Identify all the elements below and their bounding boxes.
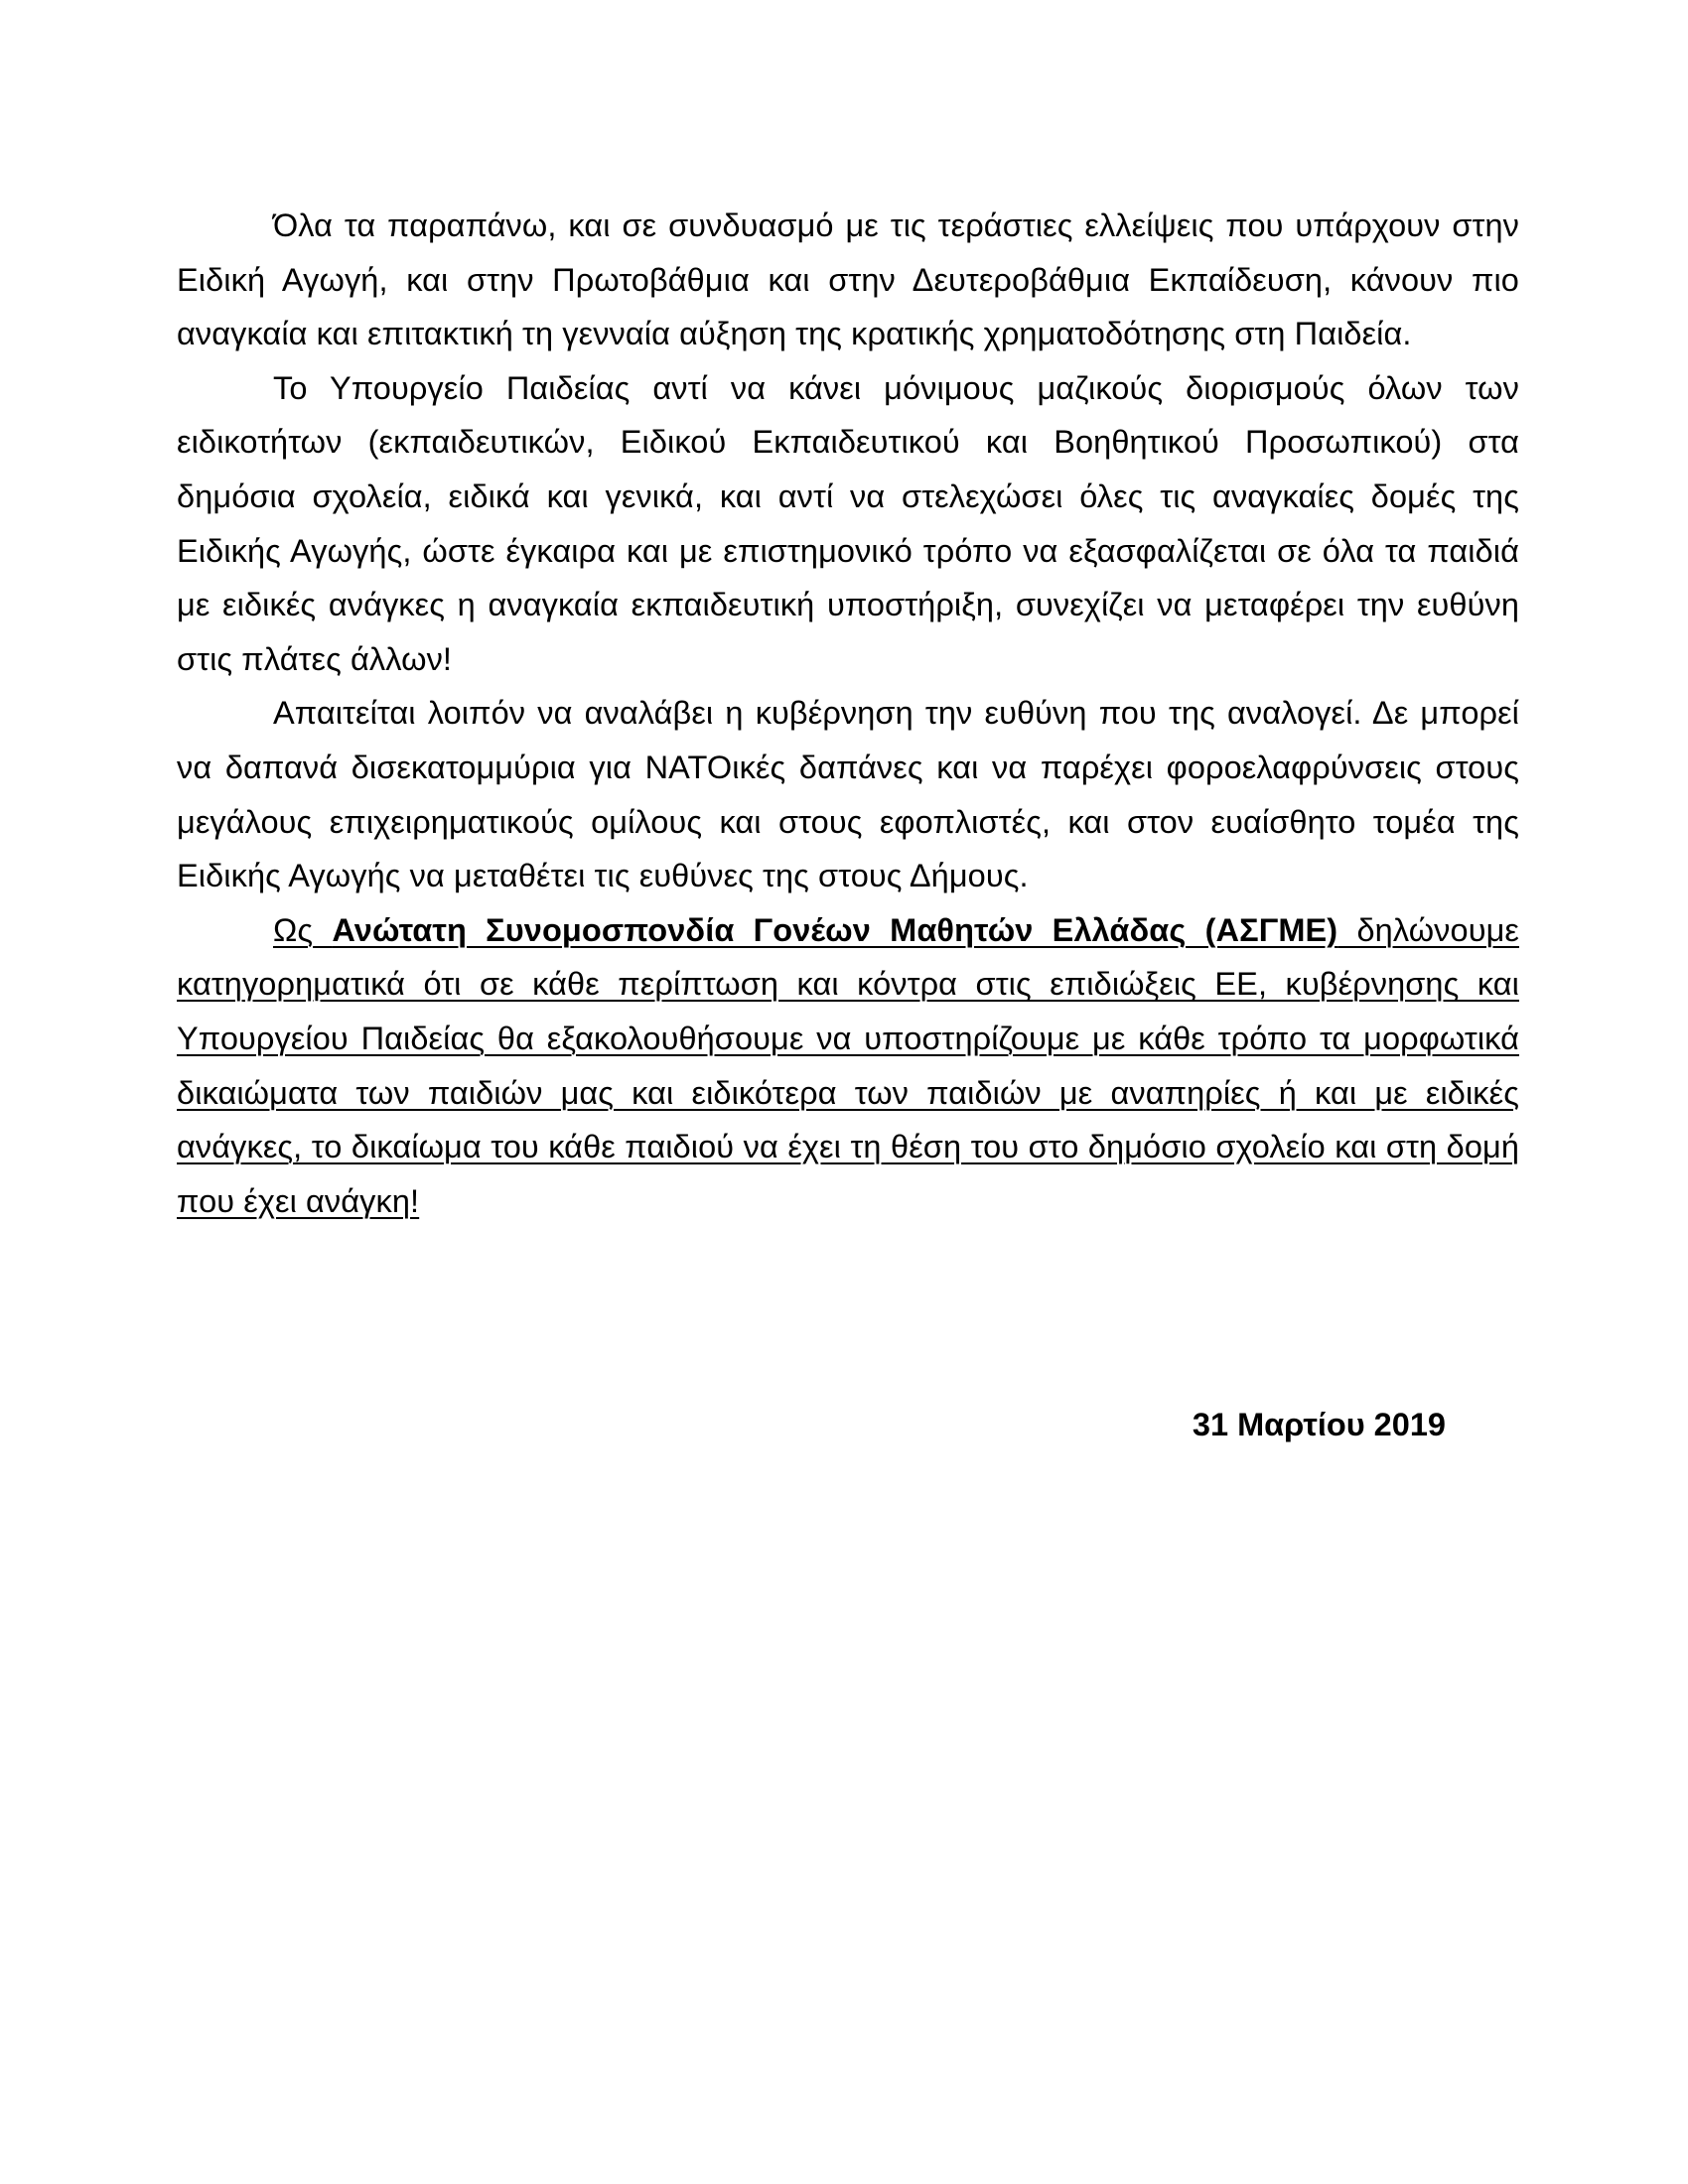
document-body (177, 199, 1519, 1228)
document-date: 31 Μαρτίου 2019 (1192, 1407, 1446, 1442)
declaration-prefix: Ως (273, 911, 314, 948)
paragraph-ministry: Το Υπουργείο Παιδείας αντί να κάνει μόνιμους μαζικούς διορισμούς όλων των ειδικοτήτων (εκπαιδευτικών, Ειδικού Εκπαιδευτικού και Βοηθητικού Προσωπικού) στα δημόσια σχολεία, ειδικά και γενικά, και αντί να στελεχώσει όλες τις αναγκαίες δομές της Ειδικής Αγωγής, ώστε έγκαιρα και με επιστημονικό τρόπο να εξασφαλίζεται σε όλα τα παιδιά με ειδικές ανάγκες η αναγκαία εκπαιδευτική υποστήριξη, συνεχίζει να μεταφέρει την ευθύνη στις πλάτες άλλων! (177, 369, 1519, 677)
organization-name: Ανώτατη Συνομοσπονδία Γονέων Μαθητών Ελλάδας (ΑΣΓΜΕ) (332, 911, 1338, 948)
paragraph-government: Απαιτείται λοιπόν να αναλάβει η κυβέρνηση την ευθύνη που της αναλογεί. Δε μπορεί να δαπανά δισεκατομμύρια για ΝΑΤΟικές δαπάνες και να παρέχει φοροελαφρύνσεις στους μεγάλους επιχειρηματικούς ομίλους και στους εφοπλιστές, και στον ευαίσθητο τομέα της Ειδικής Αγωγής να μεταθέτει τις ευθύνες της στους Δήμους. (177, 695, 1519, 894)
paragraph-declaration (177, 903, 1519, 1229)
declaration-text: δηλώνουμε κατηγορηματικά ότι σε κάθε περίπτωση και κόντρα στις επιδιώξεις ΕΕ, κυβέρνησης και Υπουργείου Παιδείας θα εξακολουθήσουμε να υποστηρίζουμε με κάθε τρόπο τα μορφωτικά δικαιώματα των παιδιών μας και ειδικότερα των παιδιών με αναπηρίες ή και με ειδικές ανάγκες, το δικαίωμα του κάθε παιδιού να έχει τη θέση του στο δημόσιο σχολείο και στη δομή που έχει ανάγκη! (177, 911, 1519, 1219)
paragraph-funding: Όλα τα παραπάνω, και σε συνδυασμό με τις τεράστιες ελλείψεις που υπάρχουν στην Ειδική Αγωγή, και στην Πρωτοβάθμια και στην Δευτεροβάθμια Εκπαίδευση, κάνουν πιο αναγκαία και επιτακτική τη γενναία αύξηση της κρατικής χρηματοδότησης στη Παιδεία. (177, 207, 1519, 352)
